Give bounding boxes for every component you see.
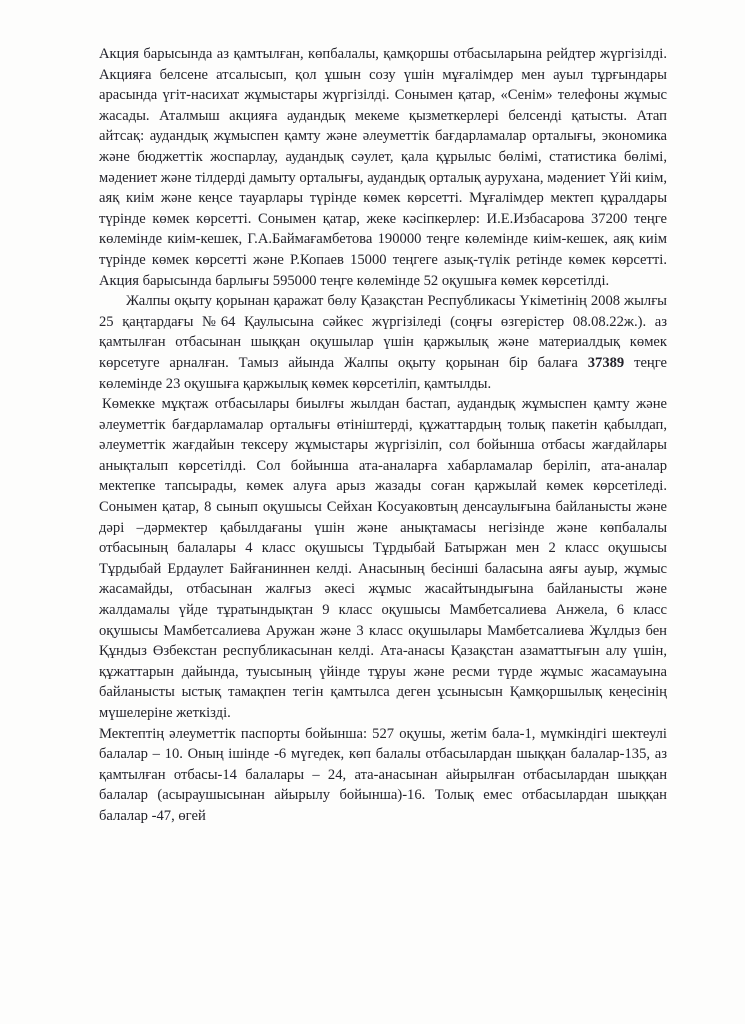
paragraph-needy-families: Көмекке мұқтаж отбасылары биылғы жылдан бастап, аудандық жұмыспен қамту және әлеуметтік бағдарламалар орталығы өтініштерді, құжаттардың толық пакетін қабылдап, әлеуметтік жағдайын тексеру жұмыстары жүргізіліп, сол бойынша отбасы жағдайлары анықталып көрсетілді. Сол бойынша ата-аналарға хабарламалар беріліп, ата-аналар мектепке тапсырады, көмек алуға арыз жазады соған қаржылай көмек көрсетіледі. Сонымен қатар, 8 сынып оқушысы Сейхан Косуаковтың денсаулығына байланысты және дәрі –дәрмектер қабылдағаны үшін және анықтамасы негізінде және көпбалалы отбасының балалары 4 класс оқушысы Тұрдыбай Батыржан мен 2 класс оқушысы Тұрдыбай Ердаулет Байғаниннен келді. Анасының бесінші баласына аяғы ауыр, жұмыс жасамайды, отбасынан жалғыз әкесі жұмыс жасайтындығына байланысты және жалдамалы үйде тұратындықтан 9 класс оқушысы Мамбетсалиева Анжела, 6 класс оқушысы Мамбетсалиева Аружан және 3 класс оқушылары Мамбетсалиева Жұлдыз бен Құндыз Өзбекстан республикасынан келді. Ата-анасы Қазақстан азаматтығын алу үшін, құжаттарын дайында, туысының үйінде тұруы және ресми түрде жұмыс жасамауына байланысты ыстық тамақпен тегін қамтылса деген ұсынысын Қамқоршылық кеңесінің мүшелеріне жеткізді. [99,396,667,721]
document-body [99,44,667,827]
paragraph-fund-text-start: Жалпы оқыту қорынан қаражат бөлу Қазақстан Республикасы Үкіметінің 2008 жылғы 25 қаңтардағы №64 Қаулысына сәйкес жүргізіледі (соңғы өзгерістер 08.08.22ж.). аз қамтылған отбасынан шыққан оқушылар үшін қаржылық және материалдық көмек көрсетуге арналған. Тамыз айында Жалпы оқыту қорынан бір балаға [99,293,667,371]
paragraph-fund [99,291,667,394]
paragraph-fund-text-end: теңге көлемінде 23 оқушыға қаржылық көмек көрсетіліп, қамтылды. [99,354,668,392]
paragraph-campaign: Акция барысында аз қамтылған, көпбалалы, қамқоршы отбасыларына рейдтер жүргізілді. Акцияға белсене атсалысып, қол ұшын созу үшін мұғалімдер мен ауыл тұрғындары арасында үгіт-насихат жұмыстары жүргізілді. Сонымен қатар, «Сенім» телефоны жұмыс жасады. Аталмыш акцияға аудандық мекеме қызметкерлері белсенді қатысты. Атап айтсақ: аудандық жұмыспен қамту және әлеуметтік бағдарламалар орталығы, экономика және бюджеттік жоспарлау, аудандық сәулет, қала құрылыс бөлімі, статистика бөлімі, мәдениет және тілдерді дамыту орталығы, аудандық орталық аурухана, мәдениет Үйі киім, аяқ киім және кеңсе тауарлары түрінде көмек көрсетті. Мұғалімдер мектеп құралдары түрінде көмек көрсетті. Сонымен қатар, жеке кәсіпкерлер: И.Е.Избасарова 37200 теңге көлемінде киім-кешек, Г.А.Баймағамбетова 190000 теңге көлемінде киім-кешек, аяқ киім түрінде көмек көрсетті және Р.Копаев 15000 теңгеге азық-түлік ретінде көмек көрсетті. Акция барысында барлығы 595000 теңге көлемінде 52 оқушыға көмек көрсетілді. [99,46,667,289]
amount-per-child: 37389 [587,354,625,371]
paragraph-social-passport: Мектептің әлеуметтік паспорты бойынша: 527 оқушы, жетім бала-1, мүмкіндігі шектеулі балалар – 10. Оның ішінде -6 мүгедек, көп балалы отбасылардан шыққан балалар-135, аз қамтылған отбасы-14 балалары – 24, ата-анасынан айырылған отбасылардан шыққан балалар (асыраушысынан айырылу бойынша)-16. Толық емес отбасылардан шыққан балалар -47, өгей [99,725,667,824]
